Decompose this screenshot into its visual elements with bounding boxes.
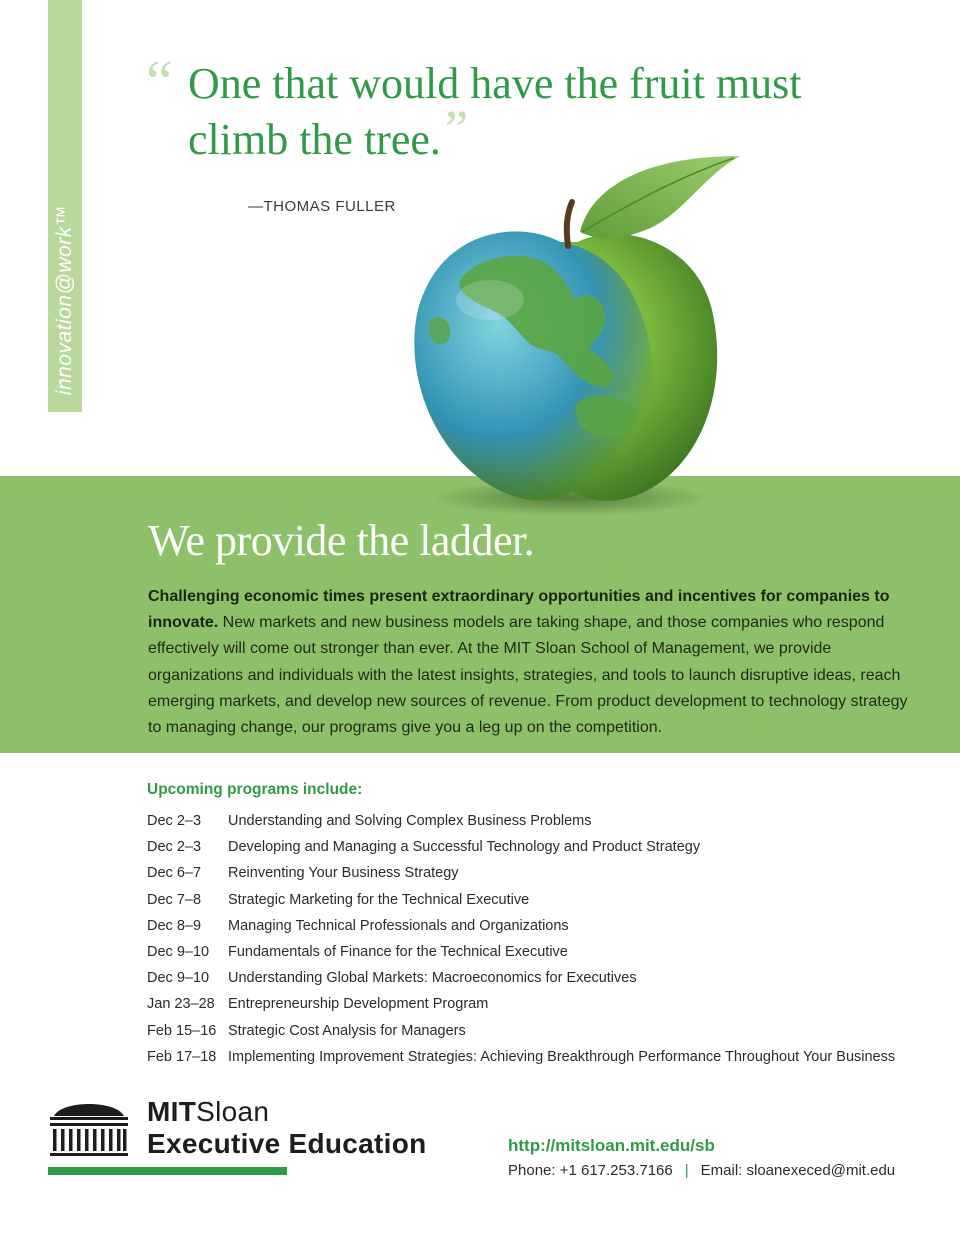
body-rest: New markets and new business models are taking shape, and those companies who respond effectively will come out stronger than ever. At the MIT Sloan School of Management, we provide organizations and individuals with the latest insights, strategies, and tools to launch disruptive ideas, reach emerging markets, and develop new sources of revenue. From product development to technology strategy to managing change, our programs give you a leg up on the competition. [148, 614, 908, 737]
open-quote-mark: “ [146, 49, 173, 115]
program-date: Dec 9–10 [147, 944, 210, 961]
program-title: Reinventing Your Business Strategy [228, 865, 459, 882]
program-title: Understanding Global Markets: Macroeconomics for Executives [228, 970, 637, 987]
headline: We provide the ladder. [148, 516, 535, 565]
logo-wordmark-line1 [147, 1096, 269, 1128]
program-row [147, 939, 927, 965]
program-row [147, 808, 927, 834]
program-date: Feb 15–16 [147, 1022, 217, 1039]
program-title: Strategic Marketing for the Technical Executive [228, 891, 530, 908]
program-date: Dec 2–3 [147, 839, 202, 856]
close-quote-mark: ” [444, 101, 468, 158]
logo-green-bar [48, 1167, 287, 1175]
program-title: Managing Technical Professionals and Organizations [228, 917, 569, 934]
apple-leaf [580, 156, 740, 238]
side-tab-label: innovation@work™ [53, 204, 76, 396]
program-title: Strategic Cost Analysis for Managers [228, 1022, 466, 1039]
body-lead: Challenging economic times present extraordinary opportunities and incentives for companies to innovate. [148, 588, 890, 632]
logo-mit: MIT [147, 1096, 197, 1127]
programs-list [147, 808, 927, 1070]
contact-separator: | [684, 1162, 689, 1179]
body-copy [148, 584, 918, 741]
program-row [147, 1018, 927, 1044]
program-date: Jan 23–28 [147, 996, 215, 1013]
email-address[interactable]: Email: sloanexeced@mit.edu [700, 1162, 896, 1179]
apple-stem [567, 202, 572, 246]
website-link[interactable]: http://mitsloan.mit.edu/sb [508, 1136, 715, 1155]
program-title: Fundamentals of Finance for the Technical Executive [228, 944, 568, 961]
side-tab [48, 0, 82, 412]
quote-text: One that would have the fruit must climb the tree. [188, 59, 802, 164]
program-row [147, 965, 927, 991]
program-row [147, 860, 927, 886]
program-row [147, 991, 927, 1017]
program-row [147, 1044, 927, 1070]
phone-number: Phone: +1 617.253.7166 [508, 1162, 673, 1179]
programs-heading: Upcoming programs include: [147, 781, 363, 798]
program-title: Developing and Managing a Successful Technology and Product Strategy [228, 839, 701, 856]
program-row [147, 913, 927, 939]
quote-attribution: —THOMAS FULLER [248, 198, 396, 215]
program-date: Dec 7–8 [147, 891, 202, 908]
apple-globe-illustration [400, 150, 740, 530]
program-date: Dec 9–10 [147, 970, 210, 987]
program-row [147, 887, 927, 913]
program-date: Dec 2–3 [147, 813, 202, 830]
program-title: Understanding and Solving Complex Business Problems [228, 813, 592, 830]
logo-sloan: Sloan [196, 1096, 270, 1127]
program-date: Feb 17–18 [147, 1048, 217, 1065]
program-title: Entrepreneurship Development Program [228, 996, 489, 1013]
program-row [147, 834, 927, 860]
program-title: Implementing Improvement Strategies: Achieving Breakthrough Performance Throughout Your Business [228, 1048, 896, 1065]
contact-line [508, 1162, 895, 1179]
program-date: Dec 6–7 [147, 865, 202, 882]
apple-highlight [456, 280, 524, 320]
mit-dome-icon [48, 1096, 130, 1160]
program-date: Dec 8–9 [147, 917, 202, 934]
logo-wordmark-line2: Executive Education [147, 1128, 427, 1159]
